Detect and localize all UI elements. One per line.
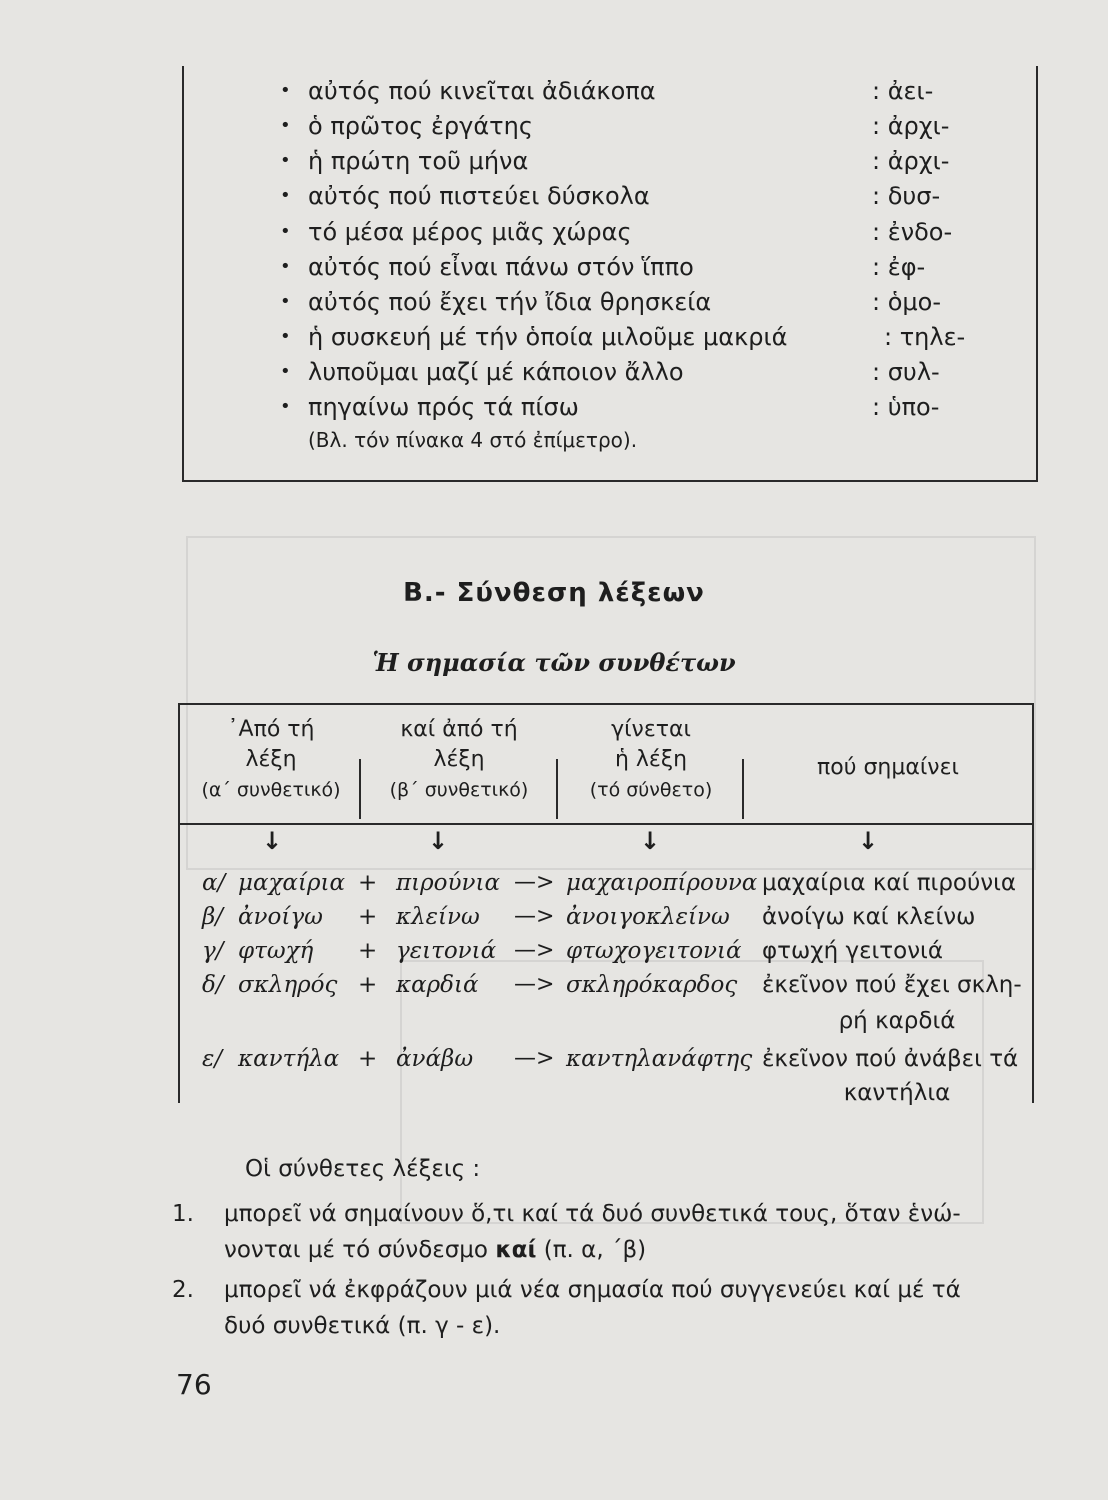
plus-sign: + bbox=[358, 870, 378, 896]
prefix-row bbox=[184, 144, 1036, 178]
row-label: δ/ bbox=[202, 972, 224, 998]
meaning: ἐκεῖνον πού ἔχει σκλη- bbox=[762, 972, 1022, 998]
prefix-row bbox=[184, 285, 1036, 319]
bullet-icon: • bbox=[280, 150, 291, 171]
prefix-value: : ἀει- bbox=[872, 77, 934, 105]
meaning: μαχαίρια καί πιρούνια bbox=[762, 870, 1017, 896]
emphasis-word: καί bbox=[495, 1237, 537, 1263]
header-line: ἡ λέξη bbox=[614, 747, 688, 772]
compound-word: μαχαιροπίρουνα bbox=[566, 870, 758, 896]
prefix-definition: ὁ πρῶτος ἐργάτης bbox=[308, 112, 533, 140]
point-text-fragment: (π. α, ΄β) bbox=[536, 1237, 647, 1263]
meaning-continuation: καντήλια bbox=[843, 1080, 951, 1106]
point-text-line: δυό συνθετικά (π. γ - ε). bbox=[224, 1313, 501, 1339]
arrow-icon: —> bbox=[514, 870, 555, 895]
header-line: πού σημαίνει bbox=[817, 755, 959, 780]
second-component: πιρούνια bbox=[396, 870, 501, 896]
arrow-icon: —> bbox=[514, 972, 555, 997]
bullet-icon: • bbox=[280, 326, 291, 347]
header-line: λέξη bbox=[433, 747, 485, 772]
bullet-icon: • bbox=[280, 291, 291, 312]
bullet-icon: • bbox=[280, 80, 291, 101]
prefix-row bbox=[184, 215, 1036, 249]
first-component: φτωχή bbox=[238, 938, 314, 964]
prefix-row bbox=[184, 250, 1036, 284]
down-arrow-icon: ↓ bbox=[428, 827, 449, 855]
prefix-value: : ἐφ- bbox=[872, 253, 926, 281]
prefix-value: : ἀρχι- bbox=[872, 147, 950, 175]
prefix-definition: αὐτός πού ἔχει τήν ἴδια θρησκεία bbox=[308, 288, 712, 316]
compound-word: φτωχογειτονιά bbox=[566, 938, 742, 964]
section-subtitle: Ἡ σημασία τῶν συνθέτων bbox=[372, 648, 736, 677]
section-title: Β.- Σύνθεση λέξεων bbox=[403, 578, 705, 608]
header-second-component bbox=[364, 715, 554, 805]
prefix-row bbox=[184, 355, 1036, 389]
prefix-row bbox=[184, 179, 1036, 213]
second-component: ἀνάβω bbox=[396, 1046, 474, 1072]
header-line: (τό σύνθετο) bbox=[589, 779, 713, 801]
point-text-fragment: νονται μέ τό σύνδεσμο bbox=[224, 1237, 496, 1263]
first-component: σκληρός bbox=[238, 972, 338, 998]
prefix-row bbox=[184, 109, 1036, 143]
arrow-icon: —> bbox=[514, 938, 555, 963]
compound-word: καντηλανάφτης bbox=[566, 1046, 753, 1072]
point-number: 2. bbox=[172, 1277, 194, 1303]
prefix-value: : ὁμο- bbox=[872, 288, 942, 316]
prefix-definition: ἡ συσκευή μέ τήν ὁποία μιλοῦμε μακριά bbox=[308, 323, 788, 351]
header-line: γίνεται bbox=[611, 717, 691, 742]
row-label: α/ bbox=[202, 870, 226, 896]
meaning: ἀνοίγω καί κλείνω bbox=[762, 904, 976, 930]
first-component: μαχαίρια bbox=[238, 870, 346, 896]
meaning: ἐκεῖνον πού ἀνάβει τά bbox=[762, 1046, 1019, 1072]
prefix-row bbox=[184, 320, 1036, 354]
compounds-table bbox=[178, 703, 1034, 1106]
header-col-divider bbox=[742, 759, 744, 819]
table-top-border bbox=[178, 703, 1034, 705]
compounds-intro: Οἱ σύνθετες λέξεις : bbox=[245, 1156, 481, 1182]
header-line: λέξη bbox=[245, 747, 297, 772]
prefix-definition: ἡ πρώτη τοῦ μήνα bbox=[308, 147, 529, 175]
header-col-divider bbox=[359, 759, 361, 819]
prefix-value: : συλ- bbox=[872, 358, 940, 386]
header-line: (α΄ συνθετικό) bbox=[201, 779, 341, 801]
prefix-value: : ὑπο- bbox=[872, 393, 940, 421]
page-number: 76 bbox=[176, 1368, 212, 1401]
header-line: (β΄ συνθετικό) bbox=[389, 779, 529, 801]
meaning: φτωχή γειτονιά bbox=[762, 938, 943, 964]
prefix-value: : δυσ- bbox=[872, 182, 941, 210]
point-text-line bbox=[224, 1232, 646, 1268]
header-col-divider bbox=[556, 759, 558, 819]
arrow-icon: —> bbox=[514, 1046, 555, 1071]
row-label: γ/ bbox=[202, 938, 224, 964]
prefix-row bbox=[184, 390, 1036, 424]
table-left-border bbox=[178, 703, 180, 1103]
plus-sign: + bbox=[358, 972, 378, 998]
header-meaning bbox=[746, 753, 1030, 783]
down-arrow-icon: ↓ bbox=[858, 827, 879, 855]
prefix-definition: αὐτός πού εἶναι πάνω στόν ἵππο bbox=[308, 253, 694, 281]
table-header-divider bbox=[178, 823, 1034, 825]
second-component: γειτονιά bbox=[396, 938, 497, 964]
down-arrow-icon: ↓ bbox=[640, 827, 661, 855]
row-label: β/ bbox=[202, 904, 224, 930]
prefix-definition: τό μέσα μέρος μιᾶς χώρας bbox=[308, 218, 632, 246]
prefix-value: : ἀρχι- bbox=[872, 112, 950, 140]
bullet-icon: • bbox=[280, 361, 291, 382]
bullet-icon: • bbox=[280, 396, 291, 417]
second-component: κλείνω bbox=[396, 904, 480, 930]
first-component: ἀνοίγω bbox=[238, 904, 323, 930]
header-first-component bbox=[184, 715, 358, 805]
point-text-line: μπορεῖ νά σημαίνουν ὅ,τι καί τά δυό συνθετικά τους, ὅταν ἑνώ- bbox=[224, 1201, 961, 1227]
down-arrow-icon: ↓ bbox=[262, 827, 283, 855]
plus-sign: + bbox=[358, 1046, 378, 1072]
row-label: ε/ bbox=[202, 1046, 223, 1072]
header-line: καί ἀπό τή bbox=[400, 717, 518, 742]
prefix-list-box bbox=[182, 66, 1038, 482]
bullet-icon: • bbox=[280, 221, 291, 242]
prefix-value: : ἐνδο- bbox=[872, 218, 953, 246]
bullet-icon: • bbox=[280, 256, 291, 277]
prefix-definition: λυποῦμαι μαζί μέ κάποιον ἄλλο bbox=[308, 358, 684, 386]
plus-sign: + bbox=[358, 904, 378, 930]
header-compound bbox=[562, 715, 740, 805]
meaning-continuation: ρή καρδιά bbox=[838, 1008, 956, 1034]
compound-word: σκληρόκαρδος bbox=[566, 972, 738, 998]
arrow-icon: —> bbox=[514, 904, 555, 929]
first-component: καντήλα bbox=[238, 1046, 340, 1072]
prefix-value: : τηλε- bbox=[884, 323, 966, 351]
compound-word: ἀνοιγοκλείνω bbox=[566, 904, 730, 930]
point-text-line: μπορεῖ νά ἐκφράζουν μιά νέα σημασία πού συγγενεύει καί μέ τά bbox=[224, 1277, 961, 1303]
header-line: ᾽Από τή bbox=[227, 717, 315, 742]
bullet-icon: • bbox=[280, 185, 291, 206]
reference-note: (Βλ. τόν πίνακα 4 στό ἐπίμετρο). bbox=[308, 428, 638, 452]
prefix-row bbox=[184, 74, 1036, 108]
prefix-definition: πηγαίνω πρός τά πίσω bbox=[308, 393, 579, 421]
second-component: καρδιά bbox=[396, 972, 479, 998]
prefix-definition: αὐτός πού κινεῖται ἀδιάκοπα bbox=[308, 77, 656, 105]
bullet-icon: • bbox=[280, 115, 291, 136]
plus-sign: + bbox=[358, 938, 378, 964]
point-number: 1. bbox=[172, 1201, 194, 1227]
prefix-definition: αὐτός πού πιστεύει δύσκολα bbox=[308, 182, 650, 210]
